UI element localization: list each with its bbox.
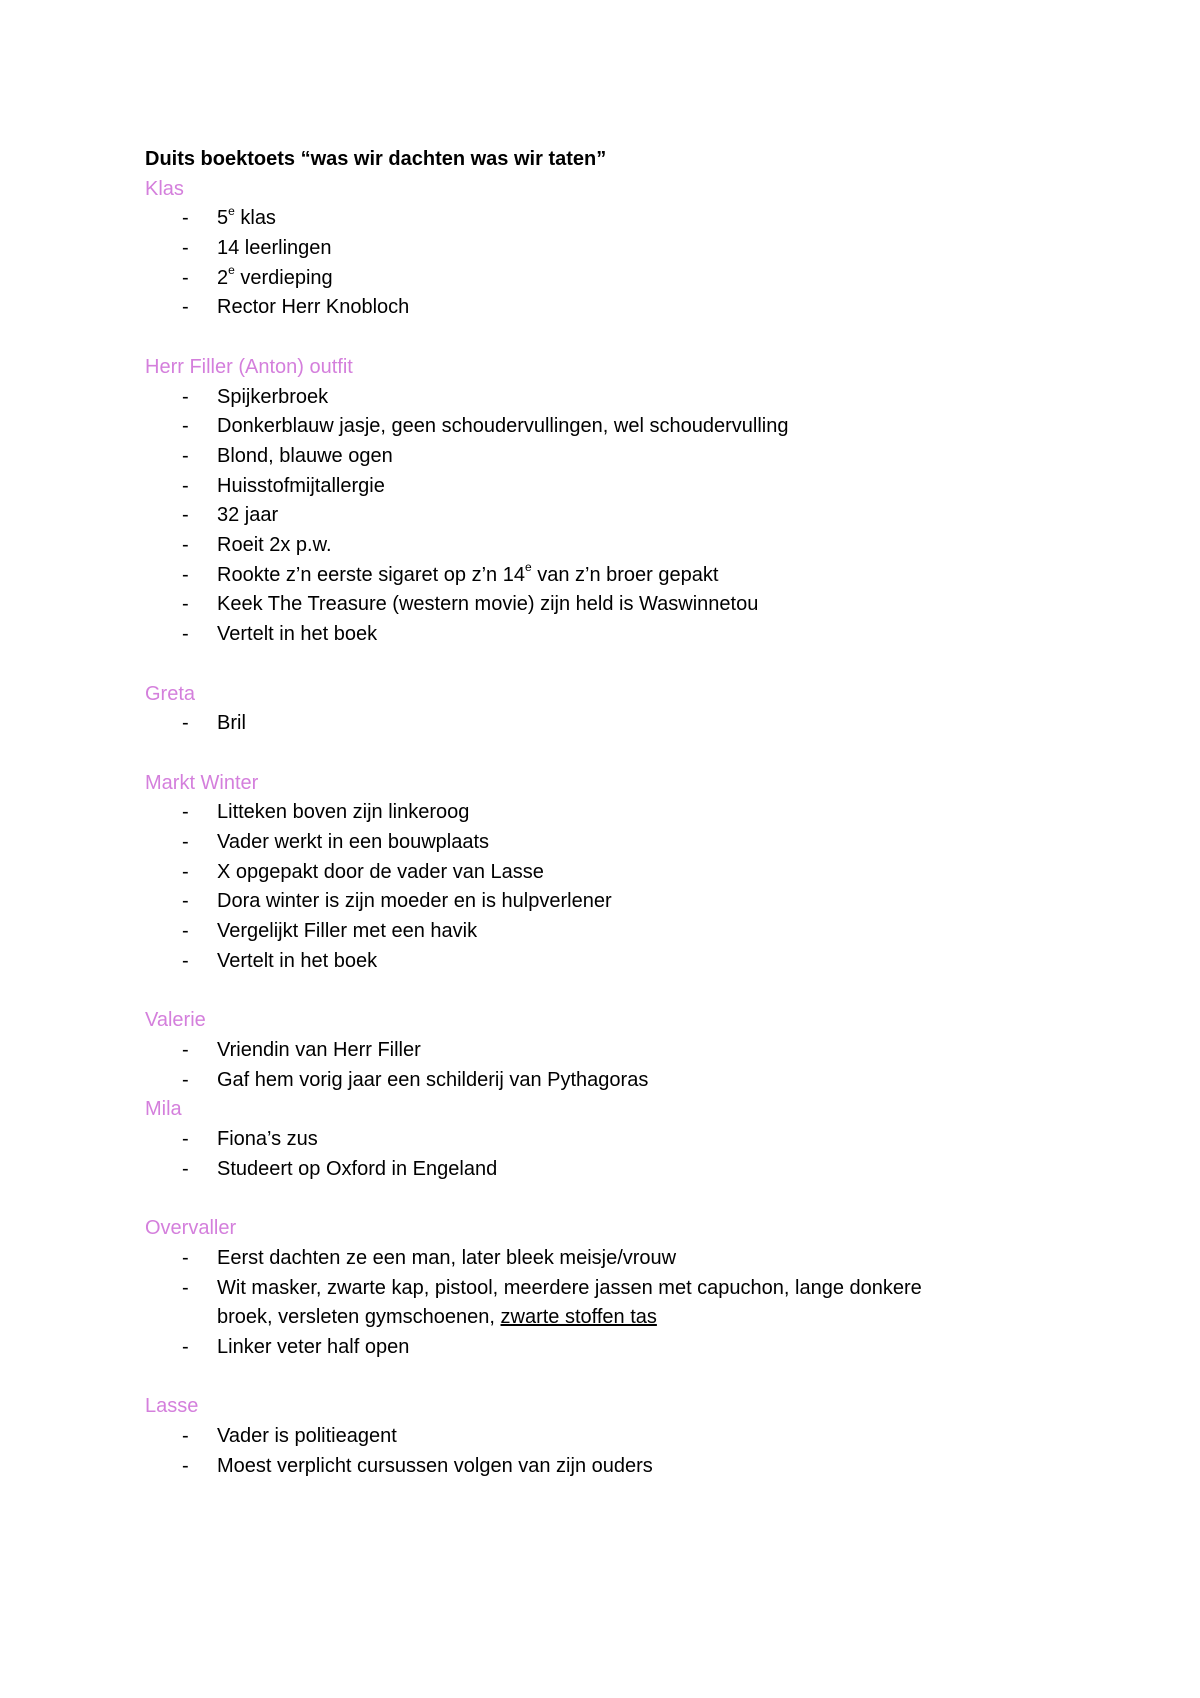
list-item: - Bril <box>182 712 246 735</box>
list-greta <box>145 709 1045 739</box>
list-item: - Gaf hem vorig jaar een schilderij van Pythagoras <box>182 1068 649 1091</box>
section-heading-mila: Mila <box>145 1098 182 1121</box>
section-heading-klas: Klas <box>145 177 184 200</box>
list-item: - Wit masker, zwarte kap, pistool, meerdere jassen met capuchon, lange donkere broek, versleten gymschoenen, zwarte stoffen tas <box>182 1276 922 1329</box>
list-item: - Keek The Treasure (western movie) zijn held is Waswinnetou <box>182 593 759 616</box>
underlined-text: zwarte stoffen tas <box>500 1306 657 1329</box>
section-heading-valerie: Valerie <box>145 1009 206 1032</box>
list-item: - Dora winter is zijn moeder en is hulpverlener <box>182 890 612 913</box>
section-heading-lasse: Lasse <box>145 1395 199 1418</box>
spacer <box>145 739 1045 769</box>
list-item: - Roeit 2x p.w. <box>182 534 332 557</box>
list-markt-winter <box>145 798 1045 976</box>
spacer <box>145 323 1045 353</box>
list-item: - Vertelt in het boek <box>182 623 378 646</box>
list-mila <box>145 1125 1045 1184</box>
list-item: - Litteken boven zijn linkeroog <box>182 801 470 824</box>
list-herr-filler <box>145 383 1045 650</box>
list-klas <box>145 204 1045 323</box>
list-item: - X opgepakt door de vader van Lasse <box>182 860 544 883</box>
spacer <box>145 1184 1045 1214</box>
list-item: - 32 jaar <box>182 504 279 527</box>
spacer <box>145 977 1045 1007</box>
section-heading-overvaller: Overvaller <box>145 1217 237 1240</box>
section-klas <box>145 175 1045 324</box>
list-item: - Rookte z’n eerste sigaret op z’n 14e van z’n broer gepakt <box>182 560 719 586</box>
list-item: - Eerst dachten ze een man, later bleek meisje/vrouw <box>182 1246 677 1269</box>
list-item: - Vergelijkt Filler met een havik <box>182 920 478 943</box>
list-item: - Vertelt in het boek <box>182 949 378 972</box>
spacer <box>145 1363 1045 1393</box>
document-title: Duits boektoets “was wir dachten was wir taten” <box>145 148 607 170</box>
list-item: - Blond, blauwe ogen <box>182 444 393 467</box>
spacer <box>145 650 1045 680</box>
list-item: - 5e klas <box>182 203 276 230</box>
list-item: - 2e verdieping <box>182 263 333 289</box>
section-mila <box>145 1095 1045 1184</box>
list-item: - Linker veter half open <box>182 1335 410 1358</box>
section-heading-greta: Greta <box>145 682 196 705</box>
section-heading-markt-winter: Markt Winter <box>145 771 259 794</box>
section-overvaller <box>145 1214 1045 1363</box>
list-item: - Fiona’s zus <box>182 1128 318 1151</box>
list-item: - Vader werkt in een bouwplaats <box>182 831 490 854</box>
list-item: - Vriendin van Herr Filler <box>182 1038 421 1061</box>
section-markt-winter <box>145 769 1045 977</box>
list-valerie <box>145 1036 1045 1095</box>
list-item: - 14 leerlingen <box>182 237 332 260</box>
section-lasse <box>145 1392 1045 1481</box>
section-heading-herr-filler: Herr Filler (Anton) outfit <box>145 355 353 378</box>
list-item: - Moest verplicht cursussen volgen van zijn ouders <box>182 1454 653 1477</box>
list-item: - Huisstofmijtallergie <box>182 474 385 497</box>
list-lasse <box>145 1422 1045 1481</box>
section-herr-filler <box>145 353 1045 650</box>
list-item: - Rector Herr Knobloch <box>182 296 410 319</box>
document-page <box>145 145 1045 1481</box>
section-valerie <box>145 1006 1045 1095</box>
list-item: - Donkerblauw jasje, geen schoudervullingen, wel schoudervulling <box>182 415 789 438</box>
list-overvaller <box>145 1244 1045 1363</box>
section-greta <box>145 680 1045 739</box>
list-item: - Vader is politieagent <box>182 1425 397 1447</box>
list-item: - Studeert op Oxford in Engeland <box>182 1157 498 1180</box>
list-item: - Spijkerbroek <box>182 385 329 408</box>
